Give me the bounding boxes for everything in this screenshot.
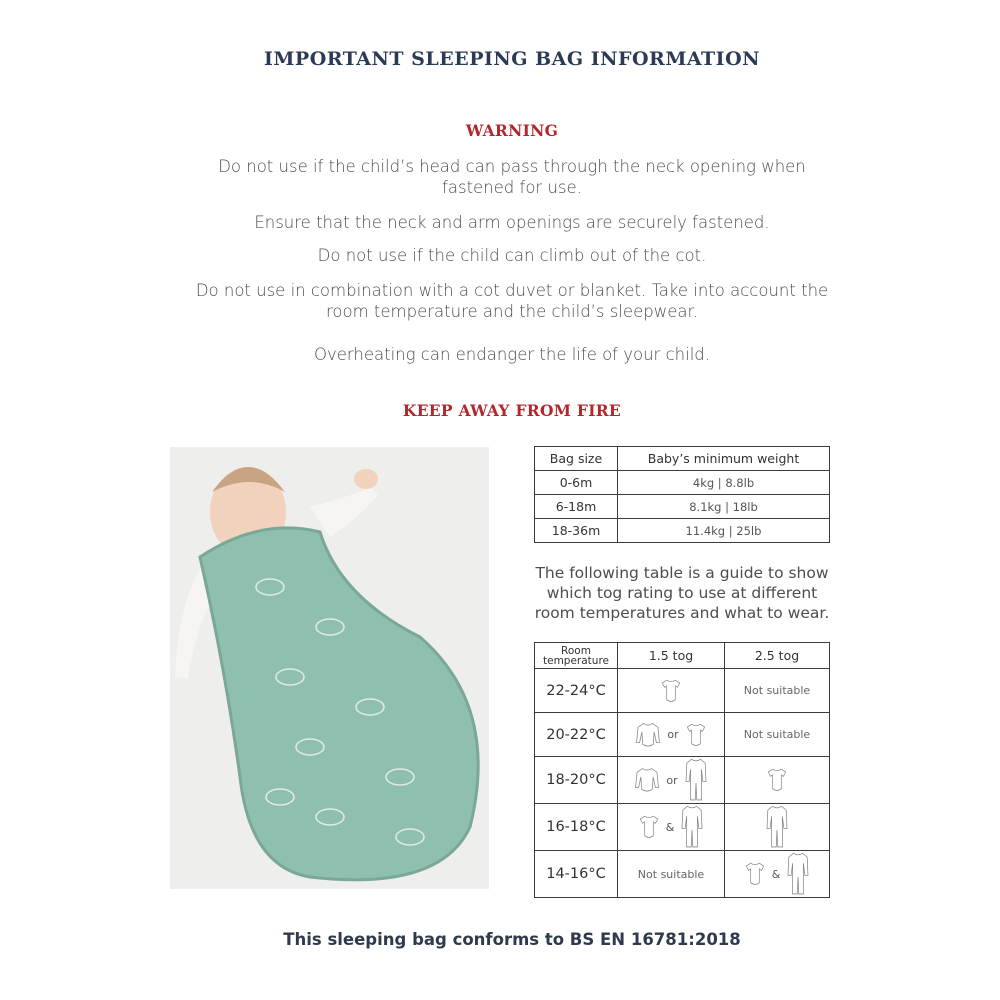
clothing-cell bbox=[618, 804, 725, 851]
warning-4: Do not use in combination with a cot duvet or blanket. Take into account the room temperature and the child’s sleepwear. bbox=[195, 281, 829, 321]
table-row bbox=[535, 804, 830, 851]
sleepsuit-icon bbox=[765, 804, 789, 850]
min-weight: 8.1kg | 18lb bbox=[618, 495, 830, 519]
table-row bbox=[535, 669, 830, 713]
not-suitable-label: Not suitable bbox=[725, 713, 830, 757]
page-title: IMPORTANT SLEEPING BAG INFORMATION bbox=[263, 48, 760, 70]
header-room-temperature: Room temperature bbox=[535, 643, 618, 669]
bag-size: 18-36m bbox=[535, 519, 618, 543]
sleepsuit-icon bbox=[786, 851, 810, 897]
short-sleeve-bodysuit-icon bbox=[766, 767, 788, 793]
bag-size-table bbox=[534, 446, 830, 543]
clothing-cell bbox=[618, 713, 725, 757]
long-sleeve-bodysuit-icon bbox=[634, 766, 660, 794]
header-min-weight: Baby’s minimum weight bbox=[618, 447, 830, 471]
joiner-label: or bbox=[666, 773, 678, 787]
short-sleeve-bodysuit-icon bbox=[685, 722, 707, 748]
room-temperature: 22-24°C bbox=[535, 669, 618, 713]
bag-size: 0-6m bbox=[535, 471, 618, 495]
warning-5: Overheating can endanger the life of your child. bbox=[314, 345, 710, 364]
sleepsuit-icon bbox=[684, 757, 708, 803]
joiner-label: & bbox=[665, 820, 675, 834]
short-sleeve-bodysuit-icon bbox=[744, 861, 766, 887]
sleeping-bag-shape bbox=[200, 528, 478, 880]
room-temperature: 18-20°C bbox=[535, 757, 618, 804]
table-row bbox=[535, 713, 830, 757]
table-row bbox=[535, 495, 830, 519]
sleepsuit-icon bbox=[680, 804, 704, 850]
long-sleeve-bodysuit-icon bbox=[635, 721, 661, 749]
table-row bbox=[535, 851, 830, 898]
warning-heading: WARNING bbox=[465, 121, 559, 140]
conformity-statement: This sleeping bag conforms to BS EN 16781:2018 bbox=[283, 930, 741, 949]
warning-3: Do not use if the child can climb out of the cot. bbox=[317, 246, 707, 265]
joiner-label: & bbox=[771, 867, 781, 881]
header-2-5-tog: 2.5 tog bbox=[725, 643, 830, 669]
not-suitable-label: Not suitable bbox=[725, 669, 830, 713]
warning-2: Ensure that the neck and arm openings are securely fastened. bbox=[254, 213, 770, 232]
min-weight: 11.4kg | 25lb bbox=[618, 519, 830, 543]
min-weight: 4kg | 8.8lb bbox=[618, 471, 830, 495]
clothing-cell bbox=[618, 757, 725, 804]
clothing-cell bbox=[725, 757, 830, 804]
clothing-cell bbox=[725, 851, 830, 898]
baby-photo bbox=[170, 447, 489, 889]
room-temperature: 14-16°C bbox=[535, 851, 618, 898]
table-row bbox=[535, 519, 830, 543]
not-suitable-label: Not suitable bbox=[618, 851, 725, 898]
room-temperature: 16-18°C bbox=[535, 804, 618, 851]
short-sleeve-bodysuit-icon bbox=[638, 814, 660, 840]
tog-guide-text: The following table is a guide to show which tog rating to use at different room temperatures and what to wear. bbox=[534, 564, 830, 622]
warning-1: Do not use if the child’s head can pass through the neck opening when fastened for use. bbox=[218, 157, 806, 197]
short-sleeve-bodysuit-icon bbox=[660, 678, 682, 704]
tog-table bbox=[534, 642, 830, 898]
clothing-cell bbox=[725, 804, 830, 851]
table-row bbox=[535, 471, 830, 495]
joiner-label: or bbox=[667, 728, 679, 741]
fire-heading: KEEP AWAY FROM FIRE bbox=[402, 401, 622, 420]
header-bag-size: Bag size bbox=[535, 447, 618, 471]
header-1-5-tog: 1.5 tog bbox=[618, 643, 725, 669]
table-row bbox=[535, 757, 830, 804]
room-temperature: 20-22°C bbox=[535, 713, 618, 757]
clothing-cell bbox=[618, 669, 725, 713]
bag-size: 6-18m bbox=[535, 495, 618, 519]
